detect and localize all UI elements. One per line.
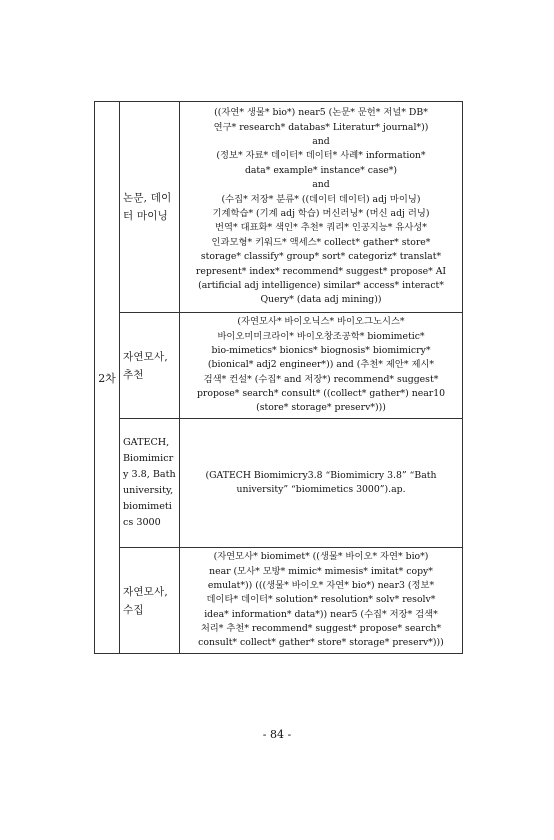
- query-line: data* example* instance* case*): [244, 164, 398, 176]
- query-line: storage* classify* group* sort* categoriz* translat*: [200, 251, 442, 263]
- query-line: (artificial adj intelligence) similar* access* interact*: [198, 279, 444, 291]
- query-line: 검색* 컨설* (수집* and 저장*) recommend* suggest*: [203, 373, 439, 385]
- query-line: 바이오미미크라이* 바이오창조공학* biomimetic*: [217, 330, 425, 342]
- table-row: [95, 313, 463, 419]
- query-cell: [180, 313, 463, 419]
- query-line: represent* index* recommend* suggest* propose* AI: [195, 265, 447, 277]
- query-line: 데이타* 데이터* solution* resolution* solv* resolv*: [206, 594, 436, 606]
- query-line: idea* information* data*)) near5 (수집* 저장* 검색*: [204, 608, 438, 620]
- query-line: (수집* 저장* 분류* ((데이터 데이터) adj 마이닝): [221, 193, 421, 205]
- query-line: 연구* research* databas* Literatur* journal*)): [213, 121, 429, 133]
- table-row: [95, 102, 463, 313]
- query-cell: [180, 419, 463, 548]
- query-line: near (모사* 모방* mimic* mimesis* imitat* copy*: [209, 565, 433, 577]
- query-line: 번역* 대표화* 색인* 추천* 쿼리* 인공지능* 유사성*: [215, 222, 427, 234]
- table-row: [95, 419, 463, 548]
- query-line: (bionical* adj2 engineer*)) and (추천* 제안* 제시*: [207, 359, 435, 371]
- query-line: university” “biomimetics 3000”).ap.: [236, 484, 406, 495]
- query-line: propose* search* consult* ((collect* gather*) near10: [196, 388, 446, 400]
- query-line: bio-mimetics* bionics* biognosis* biomimicry*: [211, 344, 431, 356]
- query-cell: [180, 102, 463, 313]
- query-line: Query* (data adj mining)): [260, 294, 382, 306]
- query-line: consult* collect* gather* store* storage* preserv*))): [198, 637, 444, 649]
- query-line: (GATECH Biomimicry3.8 “Biomimicry 3.8” “Bath: [205, 469, 437, 481]
- category-cell: 자연모사, 추천: [120, 313, 180, 419]
- query-line: ((자연* 생물* bio*) near5 (논문* 문헌* 저널* DB*: [214, 107, 428, 119]
- query-line: (자연모사* 바이오닉스* 바이오그노시스*: [237, 316, 405, 328]
- page-number: - 84 -: [262, 728, 292, 741]
- query-line: 처리* 추천* recommend* suggest* propose* search*: [200, 623, 442, 635]
- query-line: 기계학습* (기계 adj 학습) 머신러닝* (머신 adj 러닝): [212, 208, 430, 219]
- query-line: and: [312, 136, 330, 148]
- query-line: (store* storage* preserv*))): [256, 402, 386, 414]
- category-cell: 논문, 데이터 마이닝: [120, 102, 180, 313]
- query-cell: [180, 548, 463, 654]
- query-line: emulat*)) (((생물* 바이오* 자연* bio*) near3 (정보*: [207, 579, 435, 591]
- query-line: 인과모형* 키워드* 액세스* collect* gather* store*: [211, 236, 431, 248]
- search-query-table: [94, 101, 463, 654]
- category-cell: GATECH, Biomimicry 3.8, Bath university, biomimetics 3000: [120, 419, 180, 548]
- query-line: (자연모사* biomimet* ((생물* 바이오* 자연* bio*): [213, 551, 429, 563]
- level-cell: 2차: [95, 102, 120, 654]
- table-row: [95, 548, 463, 654]
- query-line: and: [312, 179, 330, 191]
- category-cell: 자연모사, 수집: [120, 548, 180, 654]
- query-line: (정보* 자료* 데이터* 데이터* 사례* information*: [216, 150, 426, 162]
